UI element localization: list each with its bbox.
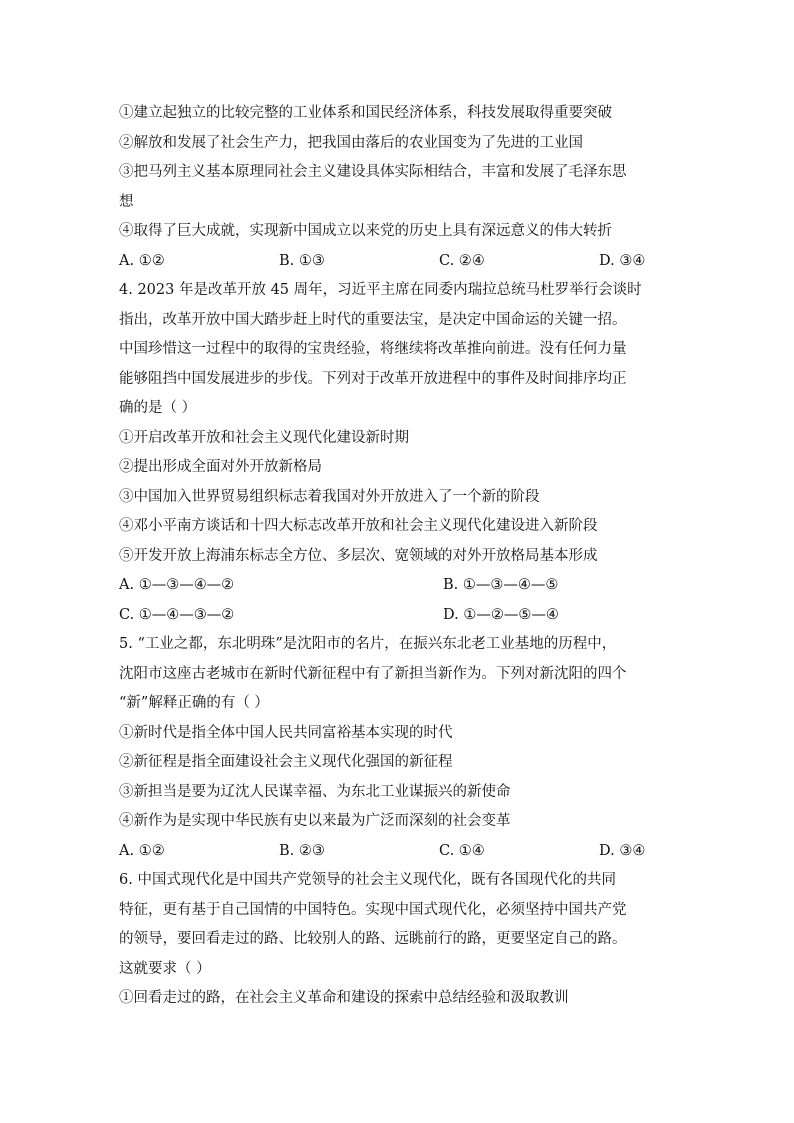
- q4-options-row-1: [119, 571, 679, 601]
- q4-statement-2: ②提出形成全面对外开放新格局: [119, 459, 322, 475]
- q4-stem-line-1: 4. 2023 年是改革开放 45 周年，习近平主席在同委内瑞拉总统马杜罗举行会谈时: [119, 282, 642, 298]
- q4-options-row-2: [119, 601, 679, 631]
- q3-option-a[interactable]: A. ①②: [119, 252, 165, 269]
- q5-option-a[interactable]: A. ①②: [119, 842, 165, 859]
- question-4: [119, 276, 679, 630]
- q3-statement-2: ②解放和发展了社会生产力，把我国由落后的农业国变为了先进的工业国: [119, 134, 583, 151]
- q4-statement-1: ①开启改革开放和社会主义现代化建设新时期: [119, 429, 409, 446]
- q3-options: [119, 247, 679, 277]
- q5-statement-1: ①新时代是指全体中国人民共同富裕基本实现的时代: [119, 724, 453, 741]
- q6-stem-line-2: 特征，更有基于自己国情的中国特色。实现中国式现代化，必须坚持中国共产党: [119, 901, 627, 918]
- q4-stem-line-2: 指出，改革开放中国大踏步赶上时代的重要法宝，是决定中国命运的关键一招。: [119, 311, 627, 328]
- q4-option-a[interactable]: A. ①—③—④—②: [119, 577, 235, 593]
- q4-stem-line-4: 能够阻挡中国发展进步的步伐。下列对于改革开放进程中的事件及时间排序均正: [119, 370, 627, 387]
- question-6: [119, 866, 679, 1014]
- q5-options: [119, 837, 679, 867]
- q5-option-d[interactable]: D. ③④: [599, 842, 646, 859]
- q3-option-b[interactable]: B. ①③: [279, 252, 325, 269]
- q3-statement-3-cont: 想: [119, 193, 134, 210]
- q5-statement-2: ②新征程是指全面建设社会主义现代化强国的新征程: [119, 754, 453, 770]
- q3-statement-1: ①建立起独立的比较完整的工业体系和国民经济体系，科技发展取得重要突破: [119, 105, 612, 121]
- q6-statement-1: ①回看走过的路，在社会主义革命和建设的探索中总结经验和汲取教训: [119, 990, 569, 1006]
- q5-option-b[interactable]: B. ②③: [279, 842, 325, 859]
- question-5: [119, 630, 679, 866]
- q4-statement-3: ③中国加入世界贸易组织标志着我国对外开放进入了一个新的阶段: [119, 488, 540, 505]
- q5-option-c[interactable]: C. ①④: [439, 842, 485, 859]
- q5-stem-line-2: 沈阳市这座古老城市在新时代新征程中有了新担当新作为。下列对新沈阳的四个: [119, 665, 627, 682]
- q4-statement-4: ④邓小平南方谈话和十四大标志改革开放和社会主义现代化建设进入新阶段: [119, 518, 598, 534]
- question-3: [119, 99, 679, 276]
- q4-stem-line-3: 中国珍惜这一过程中的取得的宝贵经验，将继续将改革推向前进。没有任何力量: [119, 341, 627, 357]
- q3-statement-3: ③把马列主义基本原理同社会主义建设具体实际相结合，丰富和发展了毛泽东思: [119, 164, 627, 180]
- q6-stem-line-1: 6. 中国式现代化是中国共产党领导的社会主义现代化，既有各国现代化的共同: [119, 872, 616, 888]
- page-content: [119, 99, 679, 1014]
- q3-option-c[interactable]: C. ②④: [439, 252, 485, 269]
- q5-statement-3: ③新担当是要为辽沈人民谋幸福、为东北工业谋振兴的新使命: [119, 783, 511, 800]
- q5-statement-4: ④新作为是实现中华民族有史以来最为广泛而深刻的社会变革: [119, 813, 511, 829]
- q4-option-c[interactable]: C. ①—④—③—②: [119, 606, 235, 623]
- q4-statement-5: ⑤开发开放上海浦东标志全方位、多层次、宽领域的对外开放格局基本形成: [119, 547, 598, 564]
- q5-stem-line-1: 5. “工业之都，东北明珠”是沈阳市的名片，在振兴东北老工业基地的历程中，: [119, 636, 617, 652]
- q6-stem-line-4: 这就要求（ ）: [119, 960, 211, 977]
- q6-stem-line-3: 的领导，要回看走过的路、比较别人的路、远眺前行的路，更要坚定自己的路。: [119, 931, 627, 947]
- q5-stem-line-3: “新”解释正确的有（ ）: [119, 695, 269, 711]
- q4-option-d[interactable]: D. ①—②—⑤—④: [443, 606, 559, 623]
- q3-option-d[interactable]: D. ③④: [599, 252, 646, 269]
- q3-statement-4: ④取得了巨大成就，实现新中国成立以来党的历史上具有深远意义的伟大转折: [119, 223, 612, 239]
- q4-option-b[interactable]: B. ①—③—④—⑤: [443, 577, 559, 593]
- q4-stem-line-5: 确的是（ ）: [119, 400, 197, 416]
